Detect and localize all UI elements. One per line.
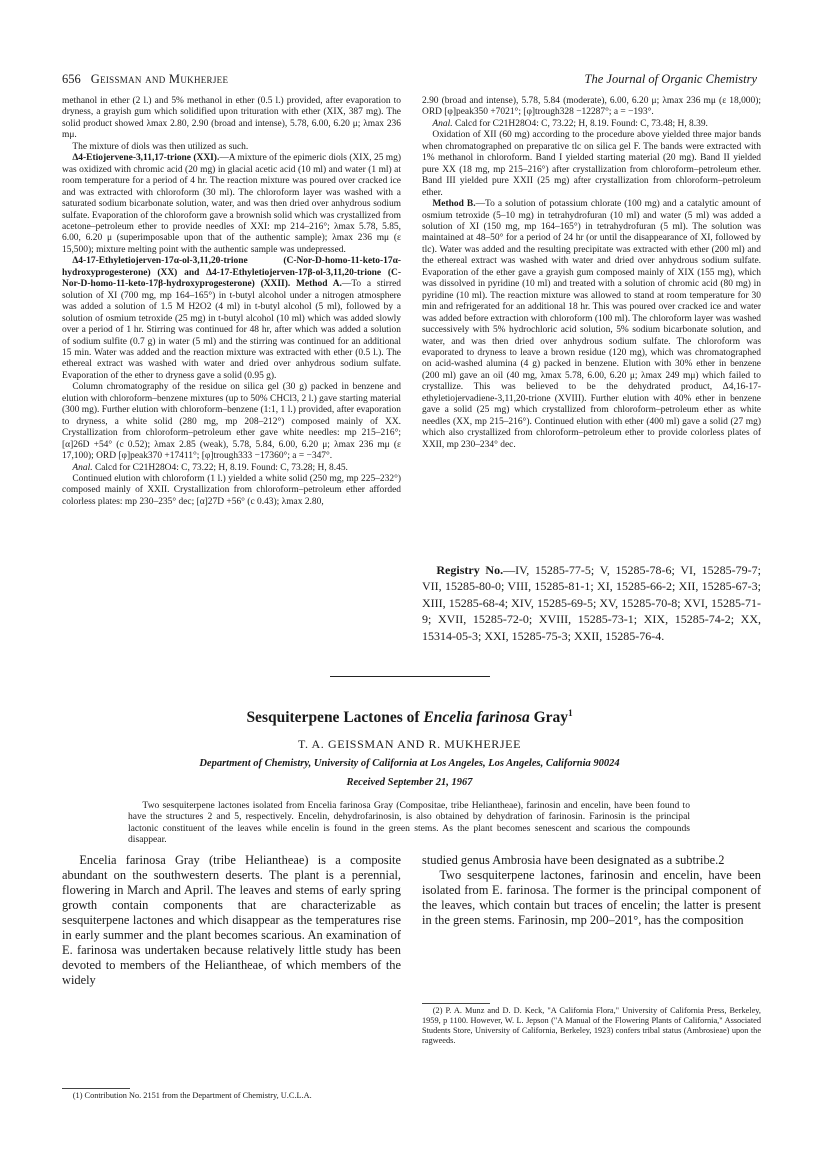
paragraph: 2.90 (broad and intense), 5.78, 5.84 (moderate), 6.00, 6.20 μ; λmax 236 mμ (ε 18,000); ORD [φ]peak350 +7021°; [φ]trough328 −12287°; a = −193°. bbox=[422, 96, 761, 118]
analysis-paragraph: Anal. Calcd for C21H28O4: C, 73.22; H, 8.19. Found: C, 73.28; H, 8.45. bbox=[72, 462, 348, 473]
compound-heading: Δ4-Etiojervene-3,11,17-trione (XXI). bbox=[72, 153, 220, 164]
footnote-rule bbox=[422, 1003, 490, 1004]
running-head-left bbox=[62, 72, 228, 87]
paragraph: The mixture of diols was then utilized as such. bbox=[72, 141, 249, 152]
footnote: (2) P. A. Munz and D. D. Keck, "A California Flora," University of California Press, Berkeley, 1959, p 1100. However, W. L. Jepson ("A Manual of the Flowering Plants of California," Associated Students Store, University of California, Berkeley, 1923) confers tribal status (Ambrosieae) upon the ragweeds. bbox=[422, 1006, 761, 1045]
paragraph: Δ4-Etiojervene-3,11,17-trione (XXI).—A mixture of the epimeric diols (XIX, 25 mg) was oxidized with chromic acid (20 mg) in glacial acetic acid (10 ml) and water (1 ml) at room temperature for a period of 4 hr. The reaction mixture was poured over cracked ice and was extracted with chloroform (30 ml). The chloroform layer was washed with a saturated sodium bicarbonate solution, water, and was then dried over anhydrous sodium sulfate. Evaporation of the chloroform gave a brownish solid which was crystallized from acetone–petroleum ether to provide needles of XXI: mp 214–216°; λmax 5.78, 5.85, 6.00, 6.20 μ (superimposable upon that of the authentic sample); λmax 236 mμ (ε 15,500); mixture melting point with the authentic sample was undepressed. bbox=[62, 153, 401, 255]
method-heading: Method B. bbox=[432, 199, 476, 210]
journal-name: The Journal of Organic Chemistry bbox=[584, 72, 757, 86]
intro-right-column bbox=[422, 853, 761, 928]
method-heading: Method A. bbox=[296, 279, 342, 290]
experimental-left-column bbox=[62, 96, 401, 508]
intro-left-column bbox=[62, 853, 401, 988]
paragraph: studied genus Ambrosia have been designated as a subtribe.2 bbox=[422, 853, 725, 867]
paragraph: Encelia farinosa Gray (tribe Heliantheae) is a composite abundant on the southwestern deserts. The plant is a perennial, flowering in March and April. The leaves and stems of early spring growth contain components that are characterizable as sesquiterpene lactones and which disappear as the temperatures rise in early summer and the plant becomes scarious. An examination of E. farinosa was undertaken because relatively little study has been devoted to members of the Heliantheae, of which members of the widely bbox=[62, 853, 401, 988]
running-head-authors: Geissman and Mukherjee bbox=[90, 72, 229, 86]
article-title: Sesquiterpene Lactones of Encelia farinosa Gray$^1$ bbox=[246, 708, 573, 727]
received-date: Received September 21, 1967 bbox=[346, 777, 473, 788]
paragraph: Δ4-17-Ethyletiojerven-17α-ol-3,11,20-trione (C-Nor-D-homo-11-keto-17α-hydroxyprogesterone) (XX) and Δ4-17-Ethyletiojerven-17β-ol-3,11,20-trione (C-Nor-D-homo-11-keto-17β-hydroxyprogesterone) (XXII). Method A.—To a stirred solution of XI (700 mg, mp 164–165°) in t-butyl alcohol under a nitrogen atmosphere was added a solution of 1.5 M H2O2 (4 ml) in t-butyl alcohol (5 ml), followed by a solution of osmium tetroxide (25 mg) in t-butyl alcohol (10 ml) which was added slowly over a period of 1 hr. Stirring was continued for 48 hr, after which was added a solution of sodium sulfite (0.7 g) in water (5 ml) and the stirring was continued for an additional 15 min. Water was added and the reaction mixture was extracted with ether (0.5 l.). The ethereal extract was washed with water and dried over anhydrous sodium sulfate. Evaporation of the ether to dryness gave a solid (0.95 g). bbox=[62, 256, 402, 381]
registry-label: Registry No. bbox=[436, 563, 504, 577]
footnote: (1) Contribution No. 2151 from the Department of Chemistry, U.C.L.A. bbox=[72, 1091, 312, 1100]
footnote-marker: 1 bbox=[568, 708, 573, 718]
abstract: Two sesquiterpene lactones isolated from Encelia farinosa Gray (Compositae, tribe Heliantheae), farinosin and encelin, have been found to have the structures 2 and 5, respectively. Encelin, dehydrofarinosin, is also obtained by dehydration of farinosin. Farinosin is the principal lactonic constituent of the leaves while encelin is found in the green stems. As the plant becomes senescent and scarious the compounds disappear. bbox=[128, 800, 690, 846]
paragraph: methanol in ether (2 l.) and 5% methanol in ether (0.5 l.) provided, after evaporation to dryness, a grayish gum which solidified upon trituration with ether (XIX, 387 mg). The solid product showed λmax 2.80, 2.90 (broad and intense), 5.78, 6.00, 6.20 μ; λmax 236 mμ. bbox=[62, 96, 401, 141]
registry-numbers: Registry No.—IV, 15285-77-5; V, 15285-78-6; VI, 15285-79-7; VII, 15285-80-0; VIII, 15285-81-1; XI, 15285-66-2; XII, 15285-67-3; XIII, 15285-68-4; XIV, 15285-69-5; XV, 15285-70-8; XVI, 15285-71-9; XVII, 15285-72-0; XVIII, 15285-73-1; XIX, 15285-74-2; XX, 15314-05-3; XXI, 15285-75-3; XXII, 15285-76-4. bbox=[422, 563, 761, 643]
footnote-rule bbox=[62, 1088, 130, 1089]
paragraph: Method B.—To a solution of potassium chlorate (100 mg) and a catalytic amount of osmium tetroxide (5–10 mg) in tetrahydrofuran (10 ml) and water (5 ml) was added a solution of XI (150 mg, mp 164–165°) in tetrahydrofuran (5 ml). The solution was maintained at 48–50° for a period of 24 hr (or until the disappearance of XI, followed by tlc). Water was added and the resulting precipitate was extracted with ether (200 ml) and the ethereal extract was washed with water and dried over anhydrous sodium sulfate. Evaporation of the ether gave a grayish gum composed mainly of XIX (155 mg), which was dissolved in pyridine (10 ml) and treated with a solution of chromic acid (80 mg) in pyridine (10 ml). The reaction mixture was allowed to stand at room temperature for 30 min and refrigerated for an additional 18 hr. This was poured over cracked ice and water was added before extraction with chloroform (100 ml). The chloroform layer was washed successively with 5% hydrochloric acid solution, 5% sodium bicarbonate solution, and water, and was then dried over anhydrous sodium sulfate. The chloroform was evaporated to dryness to leave a brown residue (120 mg), which was chromatographed on acid-washed alumina (4 g) packed in benzene. Elution with 30% ether in benzene (200 ml) gave an oil (40 mg, λmax 5.78, 6.00, 6.20 μ; λmax 249 mμ) which failed to crystallize. This was believed to be the dehydrated product, Δ4,16-17-ethyletiojervadiene-3,11,20-trione (XVIII). Further elution with 40% ether in benzene gave a solid (25 mg) which crystallized from chloroform–petroleum ether as white needles (XX, mp 215–216°). Continued elution with ether (400 ml) gave a solid (27 mg) which also crystallized from chloroform–petroleum ether to provide colorless plates of XXII, mp 230–234° dec. bbox=[422, 199, 762, 450]
paragraph: Two sesquiterpene lactones, farinosin and encelin, have been isolated from E. farinosa. The former is the principal component of the leaves, which contain but traces of encelin; the latter is present in the green stems. Farinosin, mp 200–201°, has the composition bbox=[422, 868, 761, 928]
paragraph: Oxidation of XII (60 mg) according to the procedure above yielded three major bands when chromatographed on preparative tlc on silica gel F. The bands were extracted with 1% methanol in chloroform. Band I yielded starting material (20 mg). Band II yielded pure XX (18 mg, mp 215–216°) after crystallization from chloroform–petroleum ether. Band III yielded pure XXII (25 mg) after crystallization from chloroform–petroleum ether. bbox=[422, 130, 761, 198]
compound-heading: Δ4-17-Ethyletiojerven-17α-ol-3,11,20-trione (C-Nor-D-homo-11-keto-17α-hydroxyprogesterone) (XX) and Δ4-17-Ethyletiojerven-17β-ol-3,11,20-trione (C-Nor-D-homo-11-keto-17β-hydroxyprogesterone) (XXII). bbox=[62, 256, 401, 290]
running-head bbox=[62, 72, 757, 88]
paragraph: Continued elution with chloroform (1 l.) yielded a white solid (250 mg, mp 225–232°) composed mainly of XXII. Crystallization from chloroform–petroleum ether afforded colorless plates: mp 230–235° dec; [α]27D +56° (c 0.43); λmax 2.80, bbox=[62, 473, 401, 507]
affiliation: Department of Chemistry, University of California at Los Angeles, Los Angeles, California 90024 bbox=[199, 758, 620, 769]
section-divider bbox=[330, 676, 490, 677]
paragraph: Column chromatography of the residue on silica gel (30 g) packed in benzene and elution with chloroform–benzene mixtures (up to 50% CHCl3, 2 l.) gave starting material (300 mg). Further elution with chloroform–benzene (1:1, 1 l.) provided, after evaporation to dryness, a white solid (280 mg, mp 208–212°) composed mainly of XX. Crystallization from chloroform–petroleum ether gave white needles: mp 215–216°; [α]26D +54° (c 0.52); λmax 2.85 (weak), 5.78, 5.84, 6.00, 6.20 μ; λmax 236 mμ (ε 17,100); ORD [φ]peak370 +17411°; [φ]trough333 −17360°; a = −347°. bbox=[62, 382, 401, 462]
article-authors: T. A. GEISSMAN AND R. MUKHERJEE bbox=[297, 737, 522, 751]
experimental-right-column bbox=[422, 96, 761, 451]
analysis-paragraph: Anal. Calcd for C21H28O4: C, 73.22; H, 8.19. Found: C, 73.48; H, 8.39. bbox=[432, 118, 708, 129]
page-number: 656 bbox=[62, 72, 81, 86]
